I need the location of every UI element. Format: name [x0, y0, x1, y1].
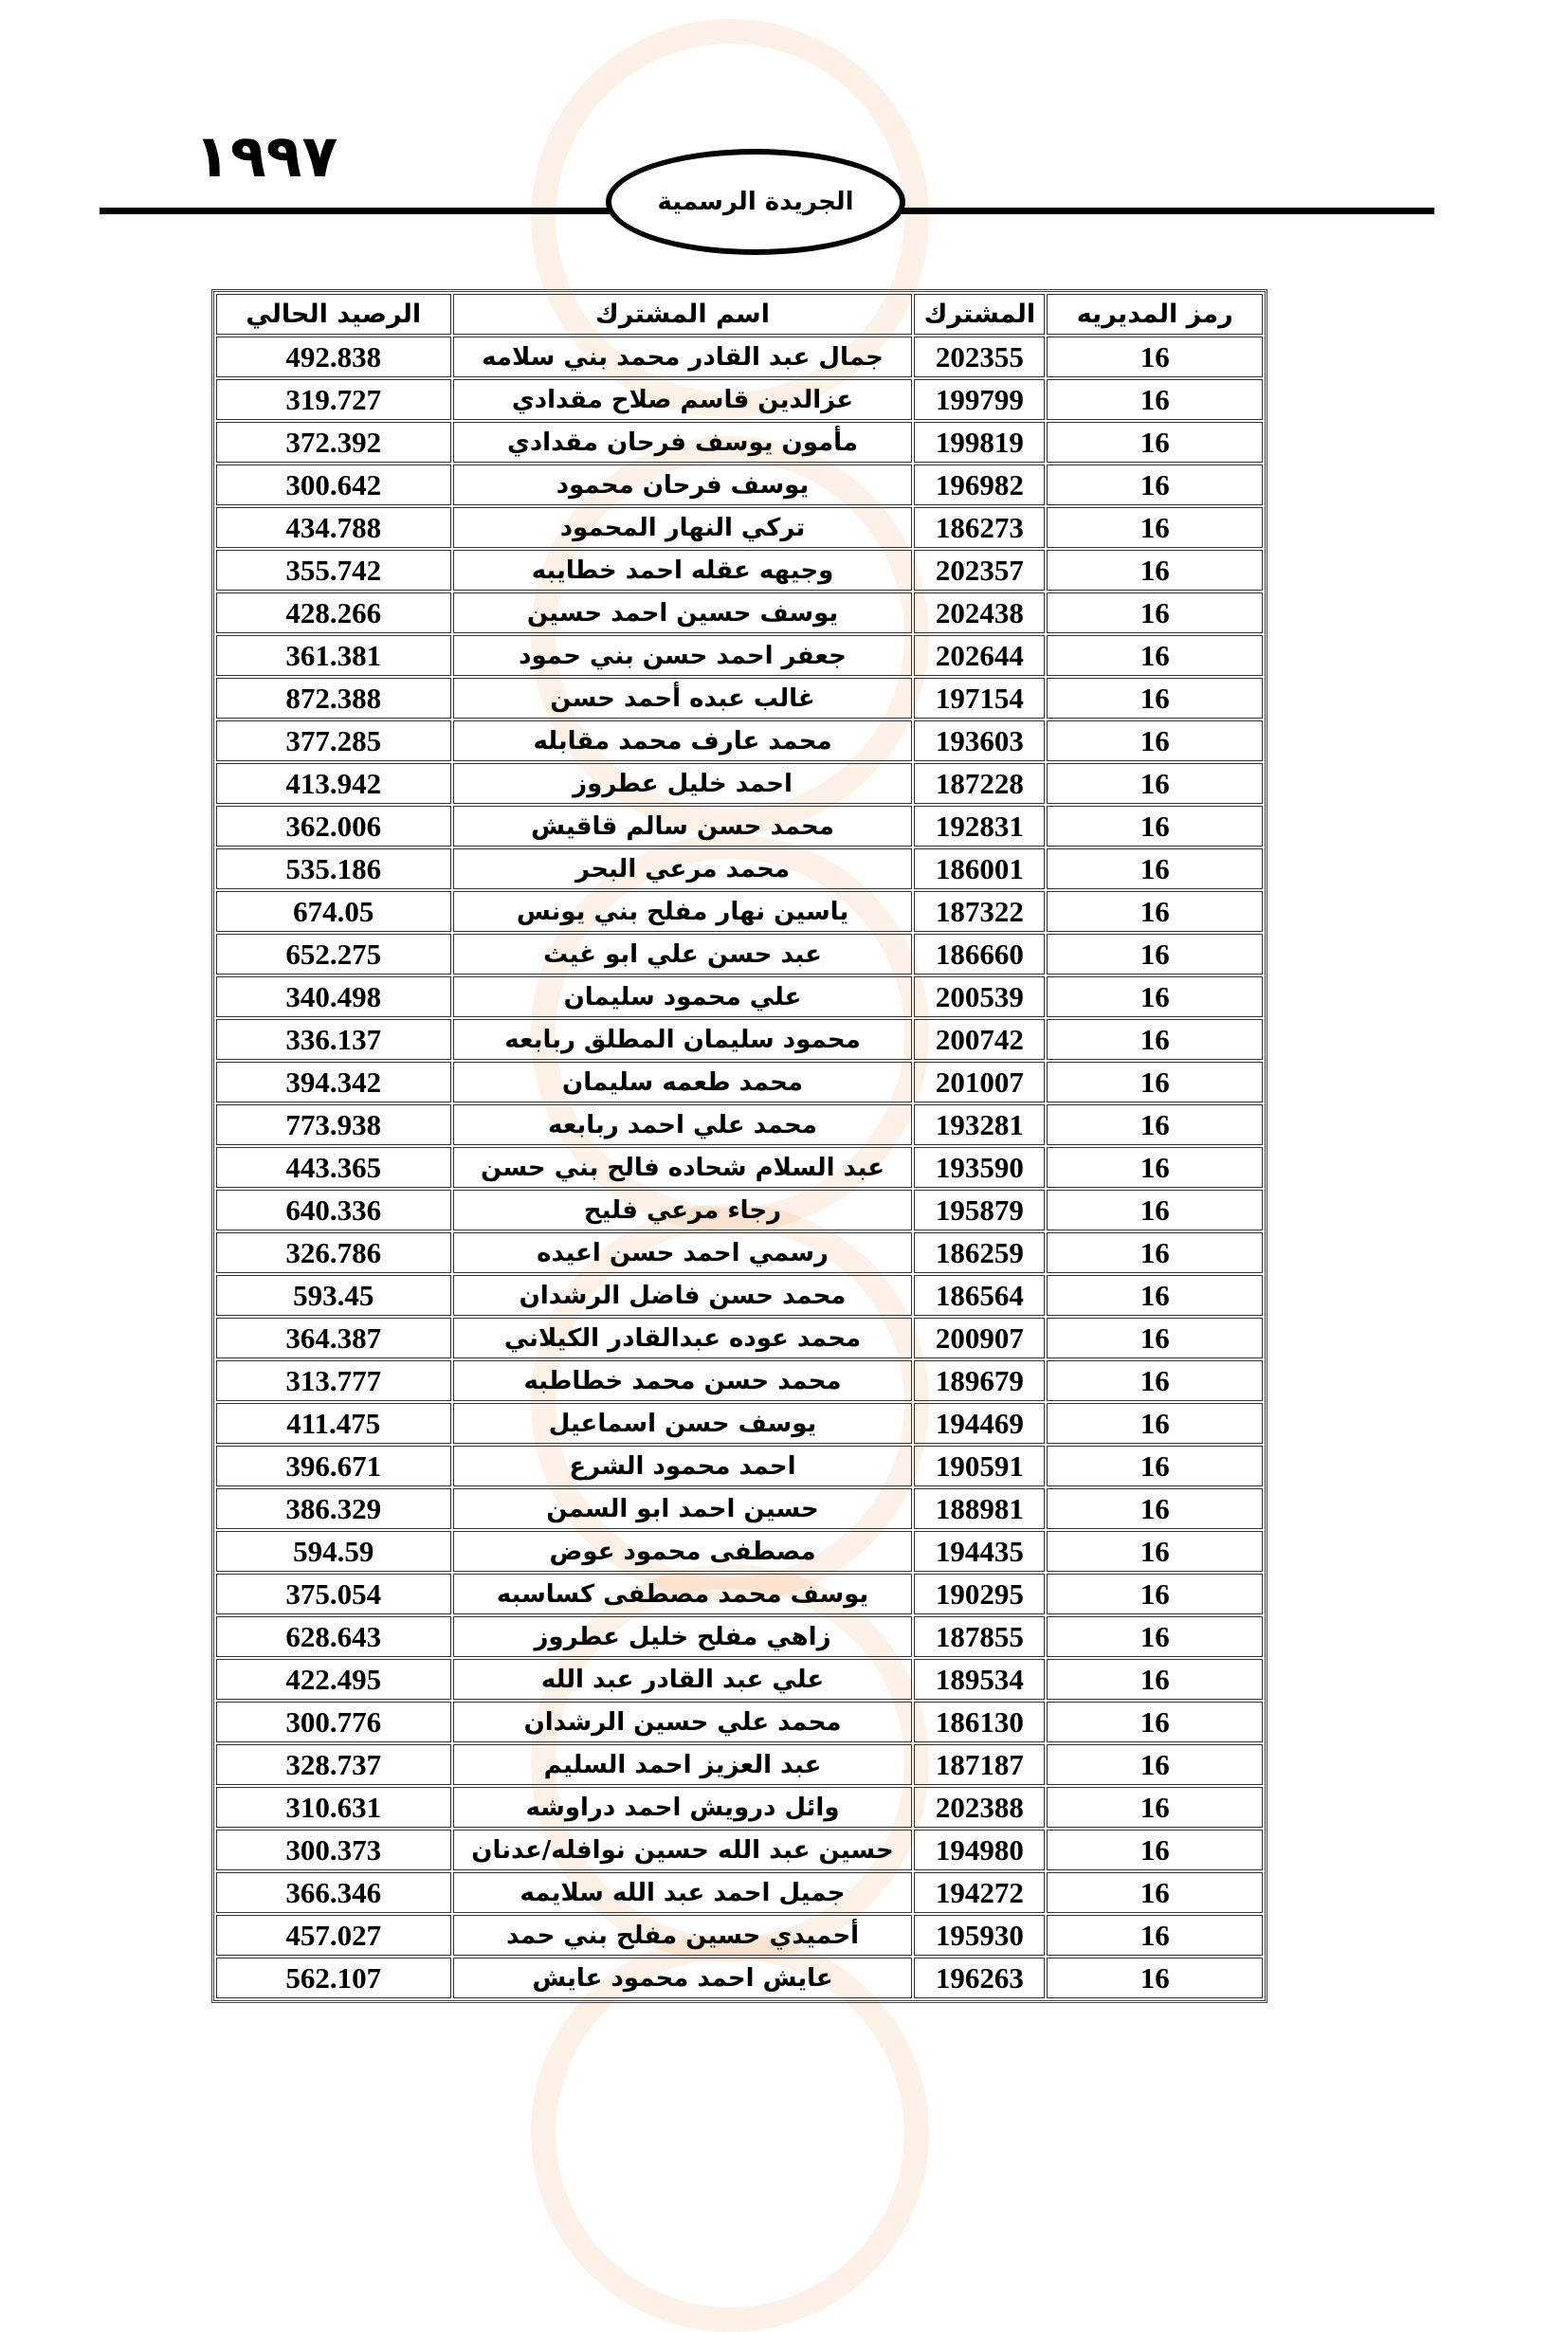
subscriber-name-cell: محمد حسن فاضل الرشدان	[453, 1275, 913, 1316]
subscriber-number-cell: 197154	[914, 678, 1045, 719]
table-row	[216, 337, 1263, 377]
table-row	[216, 1019, 1263, 1060]
table-row	[216, 592, 1263, 633]
publication-title: الجريدة الرسمية	[657, 188, 854, 216]
subscriber-name-cell: علي عبد القادر عبد الله	[453, 1659, 913, 1700]
subscriber-name-cell: جميل احمد عبد الله سلايمه	[453, 1872, 913, 1913]
subscriber-number-cell: 192831	[914, 806, 1045, 847]
balance-cell: 377.285	[216, 720, 451, 761]
table-row	[216, 1446, 1263, 1486]
subscriber-name-cell: احمد محمود الشرع	[453, 1446, 913, 1486]
directorate-code-cell: 16	[1047, 1318, 1263, 1358]
balance-cell: 366.346	[216, 1872, 451, 1913]
table-row	[216, 1659, 1263, 1700]
subscriber-name-cell: عبد العزيز احمد السليم	[453, 1744, 913, 1785]
subscriber-number-cell: 193281	[914, 1104, 1045, 1145]
directorate-code-cell: 16	[1047, 1958, 1263, 1998]
balance-cell: 593.45	[216, 1275, 451, 1316]
table-row	[216, 465, 1263, 505]
balance-cell: 872.388	[216, 678, 451, 719]
subscriber-number-cell: 199799	[914, 379, 1045, 420]
subscriber-number-cell: 193603	[914, 720, 1045, 761]
subscriber-name-cell: جمال عبد القادر محمد بني سلامه	[453, 337, 913, 377]
subscriber-number-cell: 202355	[914, 337, 1045, 377]
subscriber-number-cell: 186001	[914, 848, 1045, 889]
subscriber-name-cell: رجاء مرعي فليح	[453, 1190, 913, 1230]
balance-cell: 300.642	[216, 465, 451, 505]
subscriber-number-cell: 187322	[914, 891, 1045, 932]
balance-cell: 434.788	[216, 507, 451, 548]
table-row	[216, 1915, 1263, 1956]
subscriber-name-cell: محمد طعمه سليمان	[453, 1062, 913, 1102]
subscriber-name-cell: احمد خليل عطروز	[453, 763, 913, 804]
subscriber-name-cell: يوسف حسن اسماعيل	[453, 1403, 913, 1444]
subscriber-number-cell: 194980	[914, 1830, 1045, 1870]
directorate-code-cell: 16	[1047, 806, 1263, 847]
table-row	[216, 1744, 1263, 1785]
subscriber-number-cell: 196263	[914, 1958, 1045, 1998]
directorate-code-cell: 16	[1047, 1403, 1263, 1444]
subscriber-number-cell: 187187	[914, 1744, 1045, 1785]
subscriber-name-cell: محمد حسن محمد خطاطبه	[453, 1360, 913, 1401]
subscriber-name-cell: محمد مرعي البحر	[453, 848, 913, 889]
table-row	[216, 806, 1263, 847]
directorate-code-cell: 16	[1047, 1190, 1263, 1230]
subscriber-name-cell: ياسين نهار مفلح بني يونس	[453, 891, 913, 932]
subscriber-name-cell: أحميدي حسين مفلح بني حمد	[453, 1915, 913, 1956]
subscriber-number-cell: 195930	[914, 1915, 1045, 1956]
table-row	[216, 1531, 1263, 1572]
subscriber-number-cell: 190295	[914, 1574, 1045, 1614]
subscriber-name-cell: حسين احمد ابو السمن	[453, 1488, 913, 1529]
table-row	[216, 1062, 1263, 1102]
subscriber-name-cell: يوسف حسين احمد حسين	[453, 592, 913, 633]
subscriber-name-cell: علي محمود سليمان	[453, 976, 913, 1017]
subscriber-name-cell: وائل درويش احمد دراوشه	[453, 1787, 913, 1828]
directorate-code-cell: 16	[1047, 1360, 1263, 1401]
table-row	[216, 1403, 1263, 1444]
subscriber-number-cell: 186660	[914, 934, 1045, 975]
subscriber-name-cell: محمد عارف محمد مقابله	[453, 720, 913, 761]
balance-cell: 562.107	[216, 1958, 451, 1998]
table-row	[216, 678, 1263, 719]
subscriber-number-cell: 190591	[914, 1446, 1045, 1486]
subscriber-name-cell: عايش احمد محمود عايش	[453, 1958, 913, 1998]
balance-cell: 319.727	[216, 379, 451, 420]
directorate-code-cell: 16	[1047, 1531, 1263, 1572]
table-row	[216, 1275, 1263, 1316]
directorate-code-cell: 16	[1047, 1232, 1263, 1273]
directorate-code-cell: 16	[1047, 848, 1263, 889]
table-row	[216, 1616, 1263, 1657]
directorate-code-cell: 16	[1047, 1872, 1263, 1913]
balance-cell: 411.475	[216, 1403, 451, 1444]
balance-cell: 336.137	[216, 1019, 451, 1060]
table-row	[216, 976, 1263, 1017]
subscriber-number-cell: 193590	[914, 1147, 1045, 1188]
table-row	[216, 891, 1263, 932]
subscriber-name-cell: محمد حسن سالم قاقيش	[453, 806, 913, 847]
balance-cell: 313.777	[216, 1360, 451, 1401]
table-row	[216, 1318, 1263, 1358]
balance-cell: 535.186	[216, 848, 451, 889]
balance-cell: 355.742	[216, 550, 451, 591]
subscriber-number-cell: 186259	[914, 1232, 1045, 1273]
directorate-code-cell: 16	[1047, 1744, 1263, 1785]
subscriber-name-cell: حسين عبد الله حسين نوافله/عدنان	[453, 1830, 913, 1870]
table-row	[216, 1872, 1263, 1913]
subscriber-name-cell: يوسف فرحان محمود	[453, 465, 913, 505]
table-row	[216, 1190, 1263, 1230]
directorate-code-cell: 16	[1047, 1830, 1263, 1870]
subscriber-number-cell: 187855	[914, 1616, 1045, 1657]
subscriber-name-cell: رسمي احمد حسن اعيده	[453, 1232, 913, 1273]
balance-cell: 443.365	[216, 1147, 451, 1188]
directorate-code-cell: 16	[1047, 1104, 1263, 1145]
table-header-row	[216, 294, 1263, 335]
subscriber-name-cell: تركي النهار المحمود	[453, 507, 913, 548]
balance-cell: 340.498	[216, 976, 451, 1017]
table-row	[216, 1574, 1263, 1614]
subscriber-name-cell: محمد علي احمد ربابعه	[453, 1104, 913, 1145]
subscriber-number-cell: 194469	[914, 1403, 1045, 1444]
directorate-code-cell: 16	[1047, 1787, 1263, 1828]
table-row	[216, 1702, 1263, 1742]
subscriber-name-cell: عزالدين قاسم صلاح مقدادي	[453, 379, 913, 420]
balance-cell: 326.786	[216, 1232, 451, 1273]
table-row	[216, 763, 1263, 804]
balance-cell: 300.776	[216, 1702, 451, 1742]
subscriber-number-cell: 202438	[914, 592, 1045, 633]
table-row	[216, 1360, 1263, 1401]
table-row	[216, 1958, 1263, 1998]
table-row	[216, 1147, 1263, 1188]
balance-cell: 328.737	[216, 1744, 451, 1785]
column-header: اسم المشترك	[453, 294, 913, 335]
subscriber-number-cell: 189534	[914, 1659, 1045, 1700]
page-number: ١٩٩٧	[194, 121, 338, 191]
subscriber-name-cell: زاهي مفلح خليل عطروز	[453, 1616, 913, 1657]
directorate-code-cell: 16	[1047, 1147, 1263, 1188]
subscriber-number-cell: 189679	[914, 1360, 1045, 1401]
directorate-code-cell: 16	[1047, 507, 1263, 548]
balance-cell: 422.495	[216, 1659, 451, 1700]
balance-cell: 362.006	[216, 806, 451, 847]
balance-cell: 640.336	[216, 1190, 451, 1230]
column-header: الرصيد الحالي	[216, 294, 451, 335]
balance-cell: 428.266	[216, 592, 451, 633]
subscriber-number-cell: 202644	[914, 635, 1045, 676]
balance-cell: 413.942	[216, 763, 451, 804]
directorate-code-cell: 16	[1047, 1616, 1263, 1657]
directorate-code-cell: 16	[1047, 1062, 1263, 1102]
subscriber-name-cell: مأمون يوسف فرحان مقدادي	[453, 422, 913, 463]
table-row	[216, 635, 1263, 676]
subscriber-name-cell: وجيهه عقله احمد خطايبه	[453, 550, 913, 591]
subscriber-number-cell: 200907	[914, 1318, 1045, 1358]
subscriber-number-cell: 200742	[914, 1019, 1045, 1060]
column-header: المشترك	[914, 294, 1045, 335]
balance-cell: 394.342	[216, 1062, 451, 1102]
subscriber-number-cell: 195879	[914, 1190, 1045, 1230]
subscriber-number-cell: 194435	[914, 1531, 1045, 1572]
balance-cell: 375.054	[216, 1574, 451, 1614]
subscriber-number-cell: 199819	[914, 422, 1045, 463]
subscriber-number-cell: 202357	[914, 550, 1045, 591]
directorate-code-cell: 16	[1047, 1488, 1263, 1529]
directorate-code-cell: 16	[1047, 934, 1263, 975]
balance-cell: 628.643	[216, 1616, 451, 1657]
directorate-code-cell: 16	[1047, 422, 1263, 463]
balance-cell: 361.381	[216, 635, 451, 676]
directorate-code-cell: 16	[1047, 635, 1263, 676]
table-row	[216, 507, 1263, 548]
balance-cell: 492.838	[216, 337, 451, 377]
directorate-code-cell: 16	[1047, 1915, 1263, 1956]
balance-cell: 594.59	[216, 1531, 451, 1572]
directorate-code-cell: 16	[1047, 891, 1263, 932]
balance-cell: 364.387	[216, 1318, 451, 1358]
balance-cell: 310.631	[216, 1787, 451, 1828]
publication-title-ellipse	[606, 149, 905, 255]
subscriber-number-cell: 187228	[914, 763, 1045, 804]
subscriber-number-cell: 186564	[914, 1275, 1045, 1316]
table-row	[216, 550, 1263, 591]
subscribers-table	[211, 289, 1267, 2003]
table-row	[216, 720, 1263, 761]
subscriber-name-cell: عبد حسن علي ابو غيث	[453, 934, 913, 975]
balance-cell: 396.671	[216, 1446, 451, 1486]
directorate-code-cell: 16	[1047, 337, 1263, 377]
directorate-code-cell: 16	[1047, 1574, 1263, 1614]
balance-cell: 372.392	[216, 422, 451, 463]
balance-cell: 457.027	[216, 1915, 451, 1956]
balance-cell: 652.275	[216, 934, 451, 975]
directorate-code-cell: 16	[1047, 720, 1263, 761]
subscriber-name-cell: محمود سليمان المطلق ربابعه	[453, 1019, 913, 1060]
directorate-code-cell: 16	[1047, 379, 1263, 420]
balance-cell: 674.05	[216, 891, 451, 932]
subscriber-name-cell: جعفر احمد حسن بني حمود	[453, 635, 913, 676]
subscriber-name-cell: يوسف محمد مصطفى كساسبه	[453, 1574, 913, 1614]
subscriber-number-cell: 186273	[914, 507, 1045, 548]
directorate-code-cell: 16	[1047, 550, 1263, 591]
column-header: رمز المديريه	[1047, 294, 1263, 335]
table-row	[216, 379, 1263, 420]
directorate-code-cell: 16	[1047, 1446, 1263, 1486]
directorate-code-cell: 16	[1047, 678, 1263, 719]
table-row	[216, 934, 1263, 975]
balance-cell: 386.329	[216, 1488, 451, 1529]
subscriber-name-cell: عبد السلام شحاده فالح بني حسن	[453, 1147, 913, 1188]
directorate-code-cell: 16	[1047, 1275, 1263, 1316]
directorate-code-cell: 16	[1047, 976, 1263, 1017]
directorate-code-cell: 16	[1047, 465, 1263, 505]
subscriber-number-cell: 188981	[914, 1488, 1045, 1529]
table-row	[216, 1488, 1263, 1529]
table-row	[216, 1104, 1263, 1145]
balance-cell: 300.373	[216, 1830, 451, 1870]
subscriber-number-cell: 196982	[914, 465, 1045, 505]
subscriber-name-cell: محمد علي حسين الرشدان	[453, 1702, 913, 1742]
subscriber-number-cell: 202388	[914, 1787, 1045, 1828]
subscriber-name-cell: مصطفى محمود عوض	[453, 1531, 913, 1572]
table-row	[216, 848, 1263, 889]
balance-cell: 773.938	[216, 1104, 451, 1145]
subscriber-number-cell: 194272	[914, 1872, 1045, 1913]
directorate-code-cell: 16	[1047, 1659, 1263, 1700]
subscriber-name-cell: غالب عبده أحمد حسن	[453, 678, 913, 719]
table-row	[216, 1830, 1263, 1870]
subscriber-number-cell: 201007	[914, 1062, 1045, 1102]
table-row	[216, 422, 1263, 463]
directorate-code-cell: 16	[1047, 1019, 1263, 1060]
subscriber-number-cell: 186130	[914, 1702, 1045, 1742]
table-row	[216, 1232, 1263, 1273]
subscriber-name-cell: محمد عوده عبدالقادر الكيلاني	[453, 1318, 913, 1358]
directorate-code-cell: 16	[1047, 592, 1263, 633]
directorate-code-cell: 16	[1047, 763, 1263, 804]
directorate-code-cell: 16	[1047, 1702, 1263, 1742]
table-row	[216, 1787, 1263, 1828]
subscriber-number-cell: 200539	[914, 976, 1045, 1017]
